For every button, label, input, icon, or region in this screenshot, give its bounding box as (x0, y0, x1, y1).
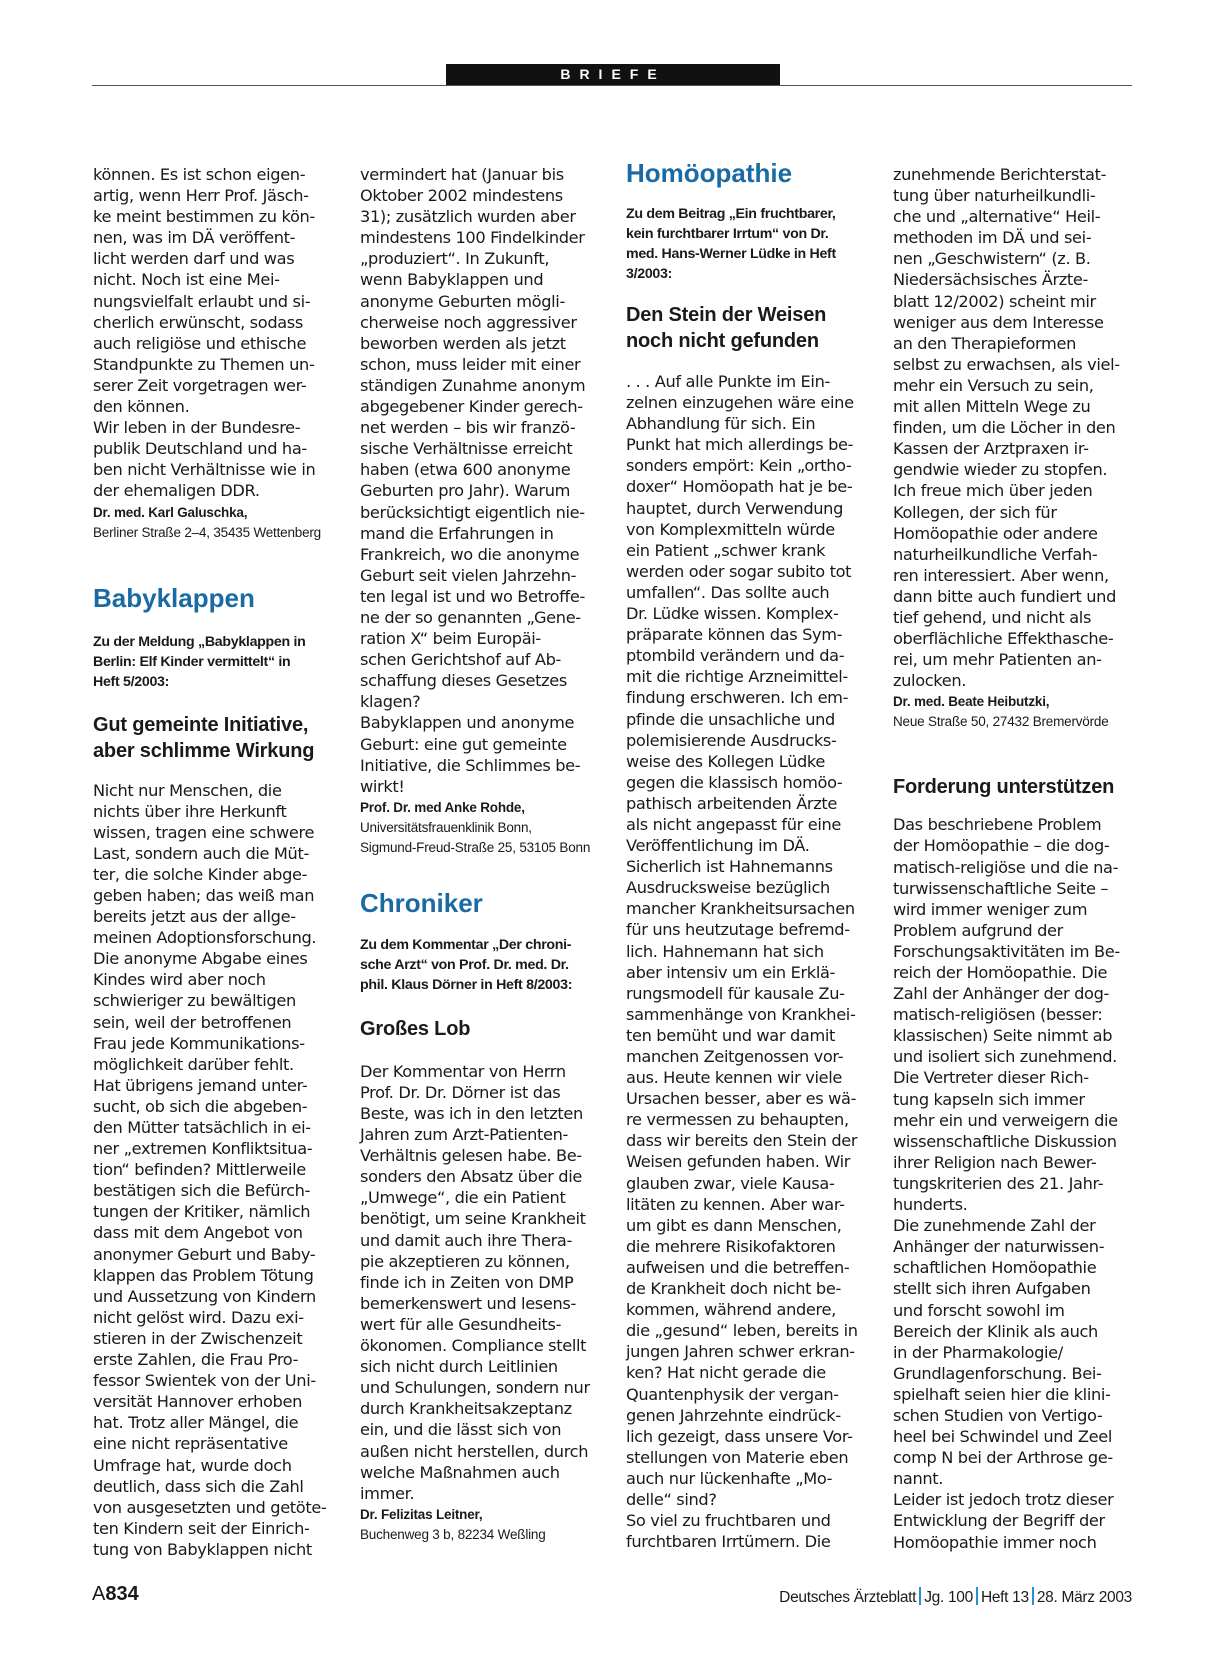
letter-author: Dr. Felizitas Leitner, (360, 1506, 483, 1522)
article-reference: Zu der Meldung „Babyklappen in Berlin: Elf Kinder vermittelt“ in Heft 5/2003: (93, 633, 306, 690)
letter-text: können. Es ist schon eigen- artig, wenn Herr Prof. Jäsch- ke meint bestimmen zu kön- nen, was im DÄ veröffent- licht werden darf und was nicht. Noch ist eine Mei- nungsvielfalt erlaubt und si- cherlich erwünscht, sodass auch religiöse und ethische Standpunkte zu Themen un- serer Zeit vorgetragen wer- den können. Wir leben in der Bundesre- publik Deutschland und ha- ben nicht Verhältnisse wie in der ehemaligen DDR. (93, 165, 316, 501)
letter-text: Nicht nur Menschen, die nichts über ihre Herkunft wissen, tragen eine schwere Last, sondern auch die Müt- ter, die solche Kinder abge- geben haben; das weiß man bereits jetzt aus der allge- meinen Adoptionsforschung. Die anonyme Abgabe eines Kindes wird aber noch schwieriger zu bewältigen sein, weil der betroffenen Frau jede Kommunikations- möglichkeit darüber fehlt. Hat übrigens jemand unter- sucht, ob sich die abgeben- den Mütter tatsächlich in ei- ner „extremen Konfliktsitua- tion“ befinden? Mittlerweile bestätigen sich die Befürch- tungen der Kritiker, nämlich dass mit dem Angebot von anonymer Geburt und Baby- klappen das Problem Tötung und Aussetzung von Kindern nicht gelöst wird. Dazu exi- stieren in der Zwischenzeit erste Zahlen, die Frau Pro- fessor Swientek von der Uni- versität Hannover erhoben hat. Trotz aller Mängel, die eine nicht repräsentative Umfrage hat, wurde doch deutlich, dass sich die Zahl von ausgesetzten und getöte- ten Kindern seit der Einrich- tung von Babyklappen nicht (93, 780, 327, 1559)
page-prefix: A (92, 1583, 106, 1605)
section-title-chroniker: Chroniker (360, 887, 483, 918)
journal-footer (779, 1587, 1132, 1607)
letter-headline: Gut gemeinte Initiative, aber schlimme Wirkung (93, 713, 315, 762)
footer-separator (919, 1587, 921, 1605)
letter-headline: Großes Lob (360, 1017, 471, 1040)
letter-author: Dr. med. Beate Heibutzki, (893, 694, 1050, 710)
page-number-value: 834 (105, 1583, 139, 1605)
letter-text: vermindert hat (Januar bis Oktober 2002 mindestens 31); zusätzlich wurden aber mindestens 100 Findelkinder „produziert“. In Zukunft, wenn Babyklappen und anonyme Geburten mögli- cherweise noch aggressiver beworben werden als jetzt schon, muss leider mit einer ständigen Zunahme anonym abgegebener Kinder gerech- net werden – bis wir franzö- sische Verhältnisse erreicht haben (etwa 600 anonyme Geburten pro Jahr). Warum berücksichtigt eigentlich nie- mand die Erfahrungen in Frankreich, wo die anonyme Geburt seit vielen Jahrzehn- ten legal ist und wo Betroffe- ne der so genannten „Gene- ration X“ beim Europäi- schen Gerichtshof auf Ab- schaffung dieses Gesetzes klagen? Babyklappen und anonyme Geburt: eine gut gemeinte Initiative, die Schlimmes be- wirkt! (360, 165, 586, 796)
letter-text: Der Kommentar von Herrn Prof. Dr. Dr. Dörner ist das Beste, was ich in den letzten Jahren zum Arzt-Patienten- Verhältnis gelesen habe. Be- sonders den Absatz über die „Umwege“, die ein Patient benötigt, um seine Krankheit und damit auch ihre Thera- pie akzeptieren zu können, finde ich in Zeiten von DMP bemerkenswert und lesens- wert für alle Gesundheits- ökonomen. Compliance stellt sich nicht durch Leitlinien und Schulungen, sondern nur durch Krankheitsakzeptanz ein, und die lässt sich von außen nicht herstellen, durch welche Maßnahmen auch immer. (360, 1061, 590, 1503)
letter-text: . . . Auf alle Punkte im Ein- zelnen einzugehen wäre eine Abhandlung für sich. Ein Punkt hat mich allerdings be- sonders empört: Kein „ortho- doxer“ Homöopath hat je be- hauptet, durch Verwendung von Komplexmitteln würde ein Patient „schwer krank werden oder sogar subito tot umfallen“. Das sollte auch Dr. Lüdke wissen. Komplex- präparate können das Sym- ptombild verändern und da- mit die richtige Arzneimittel- findung erschweren. Ich em- pfinde die unsachliche und polemisierende Ausdrucks- weise des Kollegen Lüdke gegen die klassisch homöo- pathisch arbeitenden Ärzte als nicht angepasst für eine Veröffentlichung im DÄ. Sicherlich ist Hahnemanns Ausdrucksweise bezüglich mancher Krankheitsursachen für uns heutzutage befremd- lich. Hahnemann hat sich aber intensiv um ein Erklä- rungsmodell für kausale Zu- sammenhänge von Krankhei- ten bemüht und war damit manchen Zeitgenossen vor- aus. Heute kennen wir viele Ursachen besser, aber es wä- re vermessen zu behaupten, dass wir bereits den Stein der Weisen gefunden haben. Wir glauben zwar, viele Kausa- litäten zu kennen. Aber war- um gibt es dann Menschen, die mehrere Risikofaktoren aufweisen und die betreffen- de Krankheit doch nicht be- kommen, während andere, die „gesund“ leben, bereits in jungen Jahren schwer erkran- ken? Hat nicht gerade die Quantenphysik der vergan- genen Jahrzehnte eindrück- lich gezeigt, dass unsere Vor- stellungen von Materie eben auch nur lückenhafte „Mo- delle“ sind? So viel zu fruchtbaren und furchtbaren Irrtümern. Die (626, 372, 858, 1552)
letter-author: Prof. Dr. med Anke Rohde, (360, 799, 525, 815)
article-reference: Zu dem Beitrag „Ein fruchtbarer, kein furchtbarer Irrtum“ von Dr. med. Hans-Werner Lüdke in Heft 3/2003: (626, 206, 836, 282)
header-rule (92, 85, 1132, 86)
column-4 (893, 164, 1138, 1553)
article-reference: Zu dem Kommentar „Der chroni- sche Arzt“ von Prof. Dr. med. Dr. phil. Klaus Dörner in Heft 8/2003: (360, 936, 573, 993)
letter-text: Das beschriebene Problem der Homöopathie – die dog- matisch-religiöse und die na- turwissenschaftliche Seite – wird immer weniger zum Problem aufgrund der Forschungsaktivitäten im Be- reich der Homöopathie. Die Zahl der Anhänger der dog- matisch-religiösen (besser: klassischen) Seite nimmt ab und isoliert sich zunehmend. Die Vertreter dieser Rich- tung kapseln sich immer mehr ein und verweigern die wissenschaftliche Diskussion ihrer Religion nach Bewer- tungskriterien des 21. Jahr- hunderts. Die zunehmende Zahl der Anhänger der naturwissen- schaftlichen Homöopathie stellt sich ihren Aufgaben und forscht sowohl im Bereich der Klinik als auch in der Pharmakologie/ Grundlagenforschung. Bei- spielhaft seien hier die klini- schen Studien von Vertigo- heel bei Schwindel und Zeel comp N bei der Arthrose ge- nannt. Leider ist jedoch trotz dieser Entwicklung der Begriff der Homöopathie immer noch (893, 815, 1120, 1552)
section-header-label: BRIEFE (560, 66, 666, 82)
journal-name: Deutsches Ärzteblatt (779, 1589, 917, 1606)
column-1 (93, 164, 338, 1560)
section-title-babyklappen: Babyklappen (93, 582, 255, 613)
column-3 (626, 158, 871, 1552)
letter-address: Buchenweg 3 b, 82234 Weßling (360, 1526, 546, 1542)
journal-volume: Jg. 100 (924, 1589, 973, 1606)
letter-text: zunehmende Berichterstat- tung über naturheilkundli- che und „alternative“ Heil- methoden im DÄ und sei- nen „Geschwistern“ (z. B. Niedersächsisches Ärzte- blatt 12/2002) scheint mir weniger aus dem Interesse an den Therapieformen selbst zu erwachsen, als viel- mehr ein Versuch zu sein, mit allen Mitteln Wege zu finden, um die Löcher in den Kassen der Arztpraxen ir- gendwie wieder zu stopfen. Ich freue mich über jeden Kollegen, der sich für Homöopathie oder andere naturheilkundliche Verfah- ren interessiert. Aber wenn, dann bitte auch fundiert und tief gehend, und nicht als oberflächliche Effekthasche- rei, um mehr Patienten an- zulocken. (893, 165, 1120, 691)
letter-headline: Forderung unterstützen (893, 776, 1115, 799)
page-number (92, 1583, 139, 1606)
footer-separator (1032, 1587, 1034, 1605)
letter-address: Neue Straße 50, 27432 Bremervörde (893, 714, 1109, 730)
section-title-homoeopathie: Homöopathie (626, 158, 793, 188)
section-header-bar (446, 64, 780, 85)
letter-headline: Den Stein der Weisen noch nicht gefunden (626, 304, 827, 352)
column-2 (360, 164, 605, 1545)
footer-separator (976, 1587, 978, 1605)
letter-address: Berliner Straße 2–4, 35435 Wettenberg (93, 524, 321, 540)
letter-address: Universitätsfrauenklinik Bonn, Sigmund-Freud-Straße 25, 53105 Bonn (360, 819, 591, 855)
journal-date: 28. März 2003 (1036, 1589, 1132, 1606)
letter-author: Dr. med. Karl Galuschka, (93, 504, 248, 520)
journal-issue: Heft 13 (980, 1589, 1029, 1606)
